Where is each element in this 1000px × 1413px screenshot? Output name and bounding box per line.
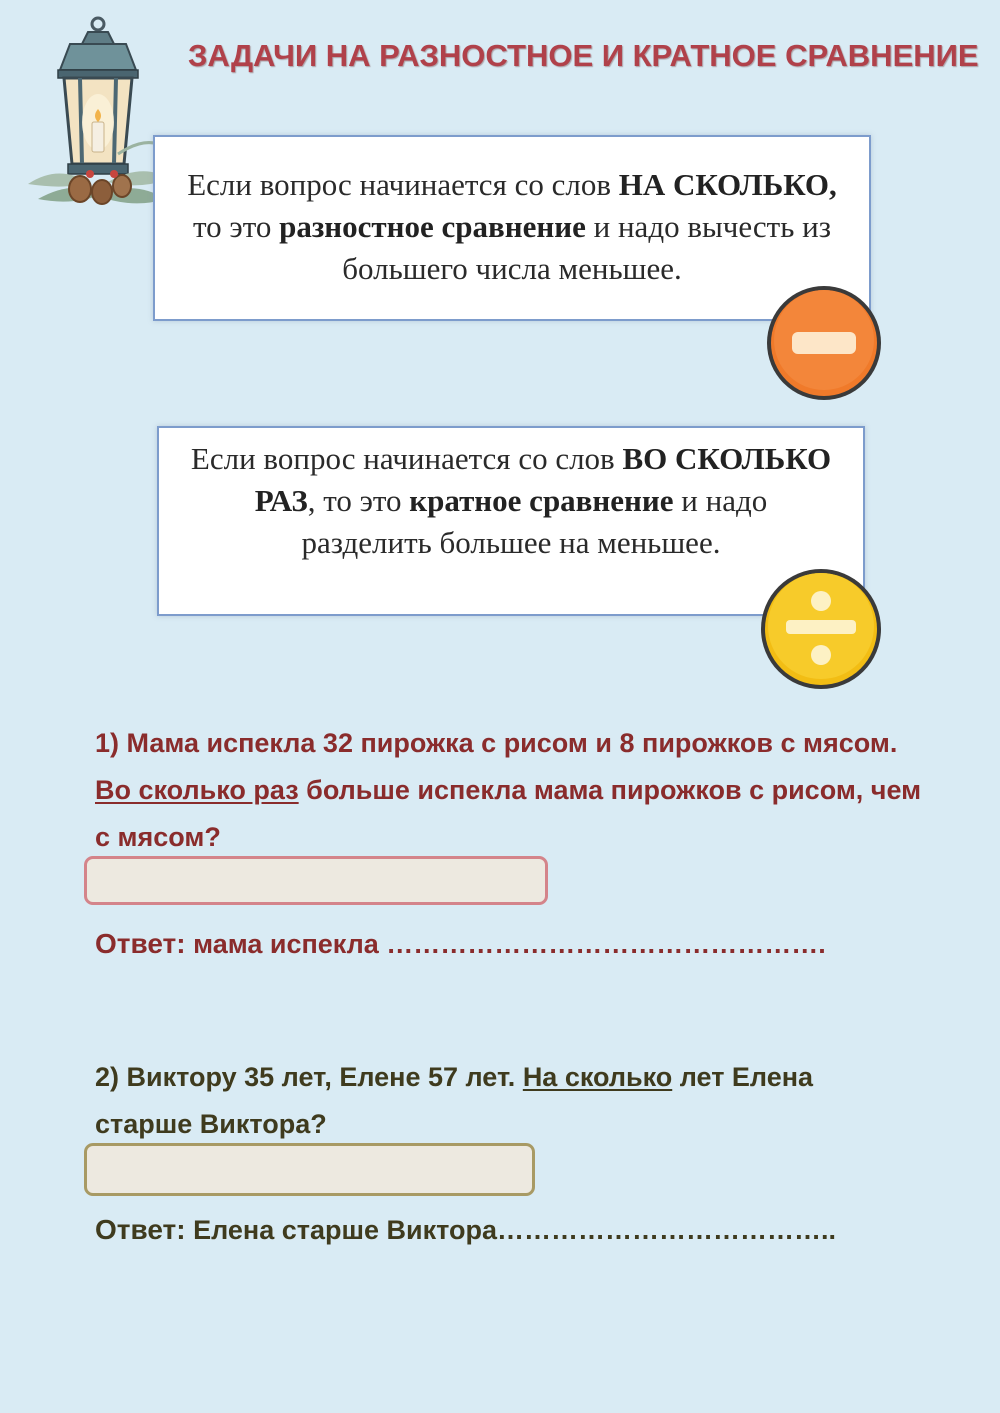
rule-keyword: разностное сравнение [279,209,586,244]
task-1-text: больше испекла мама пирожков с рисом, чем с мясом? [95,775,922,852]
task-2-keyword: На сколько [522,1062,673,1092]
task-2-text: лет Елена старше Виктора? [95,1062,814,1139]
page-title: ЗАДАЧИ НА РАЗНОСТНОЕ И КРАТНОЕ СРАВНЕНИЕ [188,38,979,73]
answer-text: Елена старше Виктора……………………………….. [185,1215,836,1245]
task-1 [95,720,935,861]
rule-text: Если вопрос начинается со слов [187,167,619,202]
answer-label: Ответ: [95,1214,186,1245]
task-2-answer-input[interactable] [84,1143,535,1196]
rule-text: и надо разделить большее на меньшее. [301,483,768,560]
answer-text: мама испекла …………………………………………. [185,929,826,959]
rule-text: и надо вычесть из большего числа меньшее. [342,209,831,286]
rule-keyword: кратное сравнение [409,483,674,518]
task-1-answer-input[interactable] [84,856,548,905]
task-1-answer [95,928,826,960]
rule-keyword: НА СКОЛЬКО, [618,167,837,202]
minus-icon [762,282,886,404]
rule-text: , то это [307,483,410,518]
task-2 [95,1054,895,1148]
rule-keyword: ВО СКОЛЬКО РАЗ [254,441,832,518]
divide-icon [756,565,886,693]
task-1-keyword: Во сколько раз [95,775,299,805]
task-2-text: 2) Виктору 35 лет, Елене 57 лет. [95,1062,523,1092]
rule-text: то это [193,209,280,244]
task-2-answer [95,1214,836,1246]
task-1-text: 1) Мама испекла 32 пирожка с рисом и 8 пирожков с мясом. [95,728,898,758]
answer-label: Ответ: [95,928,186,959]
rule-text: Если вопрос начинается со слов [190,441,623,476]
